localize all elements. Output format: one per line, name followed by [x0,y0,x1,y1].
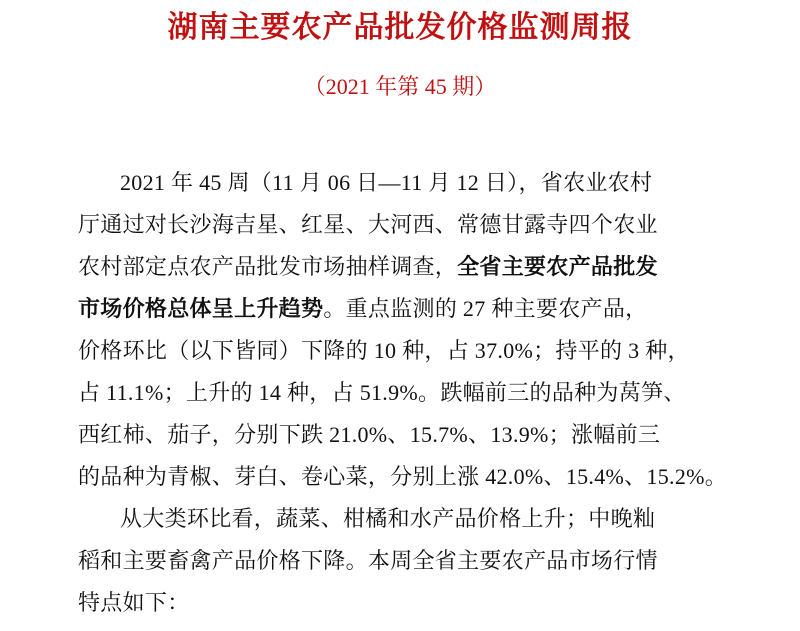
para1-line-3 [78,252,658,282]
para1-line-4-text: 。重点监测的 27 种主要农产品， [323,296,648,321]
report-title: 湖南主要农产品批发价格监测周报 [167,10,633,45]
para2-line-2: 稻和主要畜禽产品价格下降。本周全省主要农产品市场行情 [78,548,658,573]
para1-line-4 [78,294,647,324]
para2-line-3: 特点如下： [78,590,190,615]
para1-line-7: 西红柿、茄子，分别下跌 21.0%、15.7%、13.9%；涨幅前三 [78,422,661,447]
para1-line-6: 占 11.1%；上升的 14 种，占 51.9%。跌幅前三的品种为莴笋、 [78,380,686,405]
para2-line-1: 从大类环比看，蔬菜、柑橘和水产品价格上升；中晚籼 [120,506,656,531]
para1-line-2: 厅通过对长沙海吉星、红星、大河西、常德甘露寺四个农业 [78,212,658,237]
para1-line-3-text: 农村部定点农产品批发市场抽样调查， [78,254,458,279]
para1-line-1: 2021 年 45 周（11 月 06 日—11 月 12 日），省农业农村 [120,170,653,195]
para1-line-4-bold: 市场价格总体呈上升趋势 [78,296,324,322]
para1-line-5: 价格环比（以下皆同）下降的 10 种，占 37.0%；持平的 3 种， [78,338,690,363]
para1-line-3-bold: 全省主要农产品批发 [457,254,658,280]
para1-line-8: 的品种为青椒、芽白、卷心菜，分别上涨 42.0%、15.4%、15.2%。 [78,464,728,489]
report-issue: （2021 年第 45 期） [303,74,497,99]
